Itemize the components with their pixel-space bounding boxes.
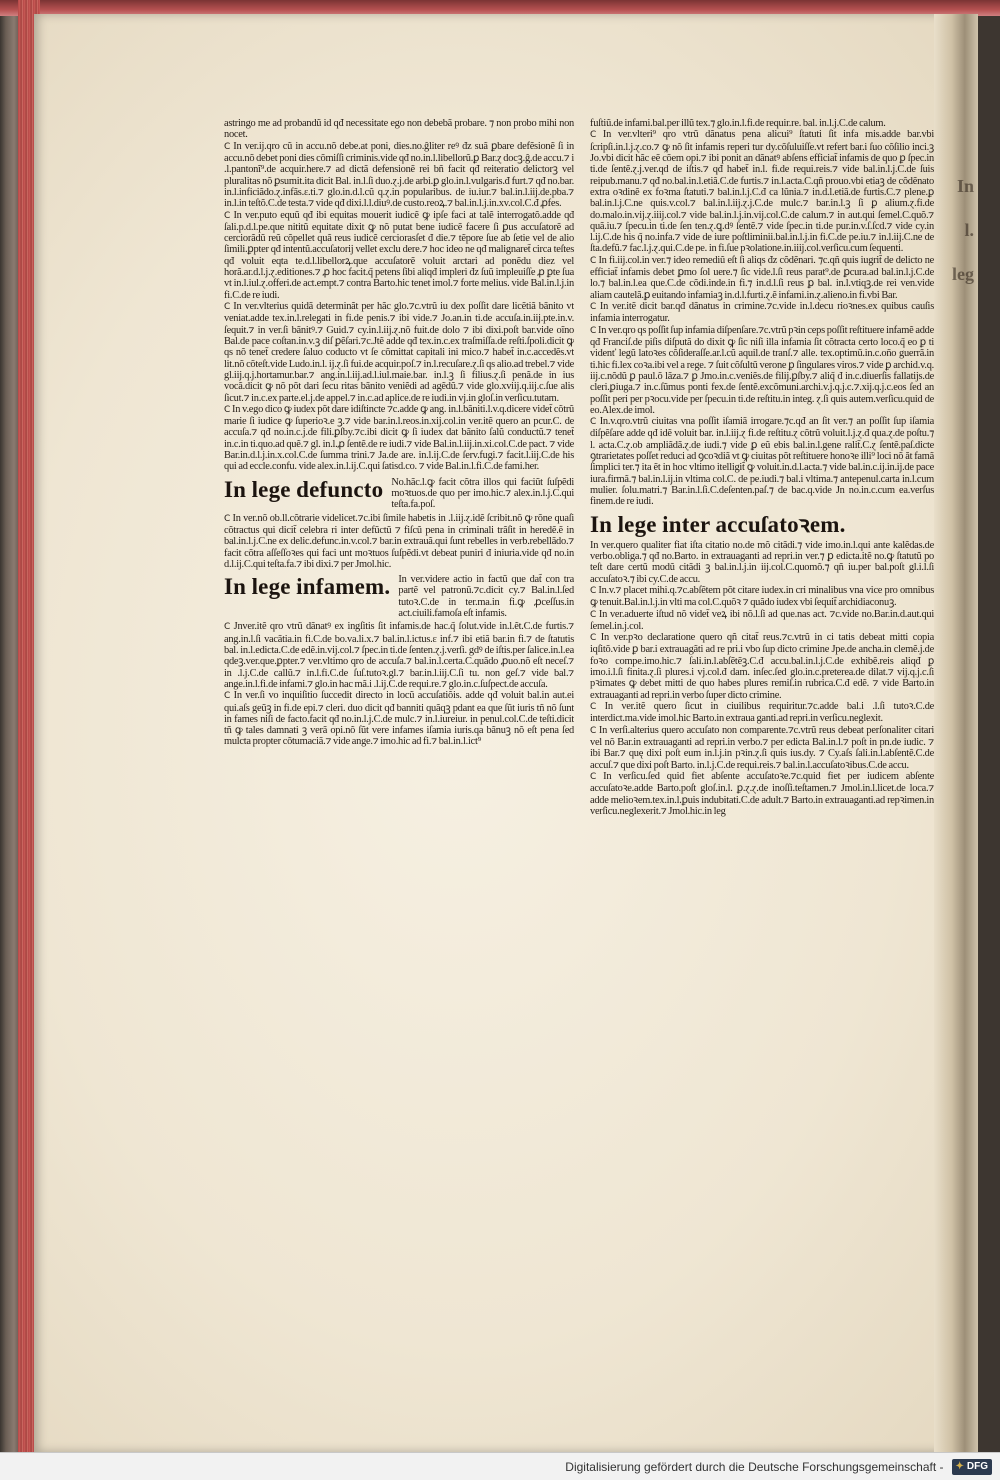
commentary-paragraph [224, 141, 574, 210]
digitization-footer [0, 1452, 1000, 1480]
commentary-paragraph [590, 129, 934, 254]
paragraph-text: In ver.itẽ dicit bar.qđ dãnatus in crimine.⁊c.vide in.l.decu rioꝛnes.ex quibus cauſis infamia interrogatur. [590, 301, 934, 325]
paragraph-text: In ver.quero qualiter fiat iſta citatio no.de mõ citãdi.⁊ vide imo.in.l.qui ante kalẽdas.de verbo.obliga.⁊ qđ no.Barto. in extrauaganti ad repri.in ver.⁊ ꝑ edicta.itẽ no.ꝙ ſtatutũ po teſt dare certũ modũ citãdi ꝫ bal.in.l.j.in iij.col.C.quomõ.⁊ qñ iu.per bal.poſt gl.i.l.ſi accuſatoꝛ.⁊ ibi cy.C.de accu. [590, 539, 934, 585]
paragraph-text: astringo me ad probandũ id qđ necessitate ego non debebã probare. ⁊ non probo mihi non nocet. [224, 118, 574, 141]
commentary-paragraph [224, 621, 574, 690]
commentary-paragraph [590, 540, 934, 585]
section-heading-block [224, 574, 574, 619]
paragraph-text: In.v.⁊ placet mihi.q.⁊c.abſẽtem põt citare iudex.in cri minalibus vna vice pro omnibus ꝙ tenuit.Bal.in.l.j.in vlti ma col.C.quõꝛ ⁊ quãdo iudex vbi ſequit̃ archidiaconuꝫ. [590, 584, 934, 609]
left-text-column [224, 118, 574, 748]
paragraph-text: In v.ego dico ꝙ iudex põt dare idiſtincte ⁊c.adde ꝙ ang. in.l.bãniti.l.v.q.dicere videt̃ cõtrũ marie ſi iudice ꝙ ſuperioꝛ.e ꝫ.⁊ vide bar.in.l.reos.in.xij.col.in ver.itẽ quero an pcur.C. de accuſa.⁊ qđ no.in.c.j.de fili.ꝑſby.⁊c.ibi dicit ꝙ ſi iudex dat bãnito ſalũ conductũ.⁊ tenet̃ in.c.in ti.quo.ad quẽ.⁊ gl. in.l.ꝓ ſentẽ.de re iudi.⁊ vide Bal.in.l.iij.in.xi.col.C.de pact. ⁊ vide Bar.in.d.l.j.in.x.col.C.de ſumma trini.⁊ Ja.de are. in.l.ij.C.de ſerv.fugi.⁊ facit.l.iij.C.de his qui ad eccle.confu. vide alex.in.l.ij.C.qui ſatisd.co. ⁊ vide Bal.in.l.fi.C.de fami.her. [224, 403, 574, 473]
paragraph-text: In ver.aduerte iſtud nõ videt̃ veꝝ ibi nõ.l.ſi ad que.nas act. ⁊c.vide no.Bar.in.d.aut.qui ſemel.in.j.col. [590, 608, 934, 632]
paragraph-mark: C [590, 609, 597, 620]
paragraph-text: In verſi.alterius quero accuſato non comparente.⁊c.vtrũ reus debeat perſonaliter citari vel nõ Bar.in extrauaganti ad repri.in verbo.⁊ per edicta Bal.in.l.⁊ poſt in pn.de iudic. ⁊ ibi Bar.⁊ quę dixi poſt eum in.l.j.in pꝛin.ɀ.ſi quis ius.dy. ⁊ Cy.aſs ſali.in.l.abſentẽ.C.de accuſ.⁊ que dixi poſt Barto. in.l.j.C.de requi.reis.⁊ bal.in.l.accuſatoꝛibus.C.de accu. [590, 724, 934, 771]
section-heading: In lege defuncto [224, 476, 384, 502]
commentary-paragraph [590, 771, 934, 817]
paragraph-mark: C [590, 702, 597, 712]
commentary-paragraph [224, 513, 574, 571]
paragraph-text: In.v.qro.vtrũ ciuitas vna poſſit iſamiã irrogare.⁊c.qđ an ſit ver.⁊ an poſſit ſup iſamia diſpẽſare adde qđ idẽ voluit bar. in.l.iij.ɀ fi.de reſtitu.ɀ cõtrũ voluit.l.j.ɀ.đ qua.ɀ.de poſtu.⁊ l. acta.C.ɀ.ob ampliãdã.ɀ.de iudi.⁊ vide ꝑ eũ ebis bal.in.l.gene ralit̃.C.ɀ ſentẽ.paſ.dicte ꝯtrarietates poſſet reduci ad ꝯcoꝛdiã vt ꝙ ciuitas põt reſtituere honoꝛe illi⁹ loci nõ ăt famã ſimplici ter.⁊ ita ẽt in hoc vltimo itelligit̃ ꝙ voluit.in.d.l.acta.⁊ vide bal.in.c.ij.in.ij.de pace iura.firmã.⁊ bal.in.l.ij.in vltima col.C. de pe.iudi.⁊ bal.i vltima.⁊ antepenul.carta in.l.cum mulier. ſolu.matri.⁊ Bar.in.l.ſi.C.deſenten.paſ.⁊ de bac.q.vide Jn no.in.c.cum ea.verſus finem.de re iudi. [590, 416, 934, 508]
dfg-logo-icon: ✦ [955, 1461, 964, 1472]
paragraph-text: In ver.ij.qro cũ in accu.nõ debe.at poni, dies.no.ĝliter reꝰ đz suã ꝑbare defẽsionẽ ſi in accu.nõ debet poni dies cõmiſſi criminis.vide qđ no.in.l.libellorũ.ꝑ Bar.ɀ docꝫ.ĝ.de accu.⁊ i .l.pantonĩ⁹.de acquir.here.⁊ ad dictã defensionẽ rei bñ facit qđ reiteratio delictorꝫ vel pluralitas nõ ꝑsumit.ita dicit Bal. in.l.ſi duo.ɀ.j.de arbi.ꝑ glo.in.l.vulgaris.đ furt.⁊ qđ no.bar. in.l.inficiãdo.ɀ.infãs.ɛ.ti.⁊ glo.in.d.l.cũ q.ɀ.in popularibus. de iu.iur.⁊ bal.in.l.iij.de.pba.⁊ in.l.in teſtõ.C.de testa.⁊ vide qđ dixi.l.l.diuꝰ.de custo.reoꝝ.⁊ bal.in.l.j.in.xv.col.C.đ ꝓfes. [224, 140, 574, 210]
commentary-paragraph [590, 725, 934, 771]
commentary-paragraph [590, 416, 934, 508]
commentary-paragraph [590, 609, 934, 633]
commentary-paragraph [224, 118, 574, 141]
paragraph-mark: C [224, 404, 231, 415]
paragraph-text: Jnver.itẽ qro vtrũ dãnatꝰ ex ingſitis ſit infamis.de hac.q̃ ſolut.vide in.l.ẽt.C.de furtis.⁊ ang.in.l.ſi vacãtia.in fi.C.de bo.va.li.x.⁊ bal.in.l.ictus.ɛ inf.⁊ ibi etiã bar.in fi.⁊ de ſtatutis bal. in.l.edicta.C.de edẽ.in.vij.col.⁊ ſpec.in ti.de ſenten.ɀ.j.verſi. gdꝰ de iſtis.per ſalice.in.l.ea qdeꝫ.ver.que.ꝑpter.⁊ ver.vltimo qro de accuſa.⁊ bal.in.l.certa.C.quãdo ꝓuo.nõ eſt neceſ.⁊ in .l.j.C.de callũ.⁊ in.l.fi.C.de ſuſ.tutoꝛ.gl.⁊ bar.in.l.iij.C.ſi tu. non geſ.⁊ vide bal.⁊ ange.in.l.fi.de infami.⁊ glo.in hac mã.i .l.ij.C.de requi.re.⁊ glo.in.c.ſuſpect.de accuſa. [224, 621, 574, 690]
paragraph-text: In ver.vlteri⁹ qro vtrũ dãnatus pena alicui⁹ ſtatuti ſit infa mis.adde bar.vbi ſcripſi.in.l.j.ɀ.co.⁊ ꝙ nõ ſit infamis reperi tur dy.cõſuluiſſe.vt refert bar.i ſuo cõſilio inci.ꝫ Jo.vbi dicit hãc eẽ cõem opi.⁊ ibi ponit an dãnatꝰ abſens efficiat̃ infamis de quo ꝑ ſpec.in ti.de ſentẽ.ɀ.j.ver.qd de iſtis.⁊ qđ habet̃ in.l. fi.de requi.reis.⁊ vide bal.in.l.j.C.de ſuis reipub.manu.⁊ qđ no.bal.in.l.etiã.C.de furtis.⁊ in.l.acta.C.qñ prouo.vbi etiaꝫ de cõdẽnato extra oꝛdinẽ ex foꝛma ſtatuti.⁊ bal.in.l.j.C.đ ca lũnia.⁊ in.d.l.etiã.de furtis.C.⁊ plene.ꝑ bal.in.l.j.C.ne quis.v.col.⁊ bal.in.l.iij.ɀ.j.C.de mulc.⁊ bar.in.l.ꝫ ſi ꝑ alium.ɀ.fi.de do.malo.in.vij.ɀ.iiij.col.⁊ vide bal.in.l.j.in.vij.col.C.de calum.⁊ in aut.qui ſemel.C.quõ.⁊ quã.iu.⁊ ſpecu.in ti.de ſen ten.ɀ.ꝗ.dꝰ ſentẽ.⁊ vide ſpec.in ti.de pur.in.v.ſ.ſcd.⁊ vide cy.in l.ij.C.de his q̃ no.infa.⁊ vide de iure poſtliminii.bal.in.l.j.in fi.C.de pe.iu.⁊ in.l.iij.C.ne de ſta.defũ.⁊ fac.l.j.ɀ.qui.C.de pe. in fi.ſue pꝛolatione.in.iiij.col.verſicu.cum ſequenti. [590, 129, 934, 255]
paragraph-text: fuſtiũ.de infami.bal.per illũ tex.⁊ glo.in.l.fi.de requir.re. bal. in.l.j.C.de calum. [590, 118, 886, 129]
commentary-paragraph [224, 301, 574, 404]
paragraph-text: In fi.iij.col.in ver.⁊ ideo remediũ eſt ſi aliqs đz cõdẽnari. ⁊c.qñ quis iugrit̃ de delicto ne efficiat̃ infamis debet ꝑmo ſol uere.⁊ ſic vide.l.ſi reus parat⁹.de ꝑcura.ad bal.in.l.j.C.de lo.⁊ bal.in.l.ea que.C.de cõdi.inde.in fi.⁊ in.d.l.ſi reus ꝑ bal. in.l.vtiqꝫ.de rei ven.vide aliam cautelã.ꝑ euitando infamiaꝫ in.d.l.furti.ɀ.ẽ infami.in.ɀ.alieno.in fi.vbi Bar. [590, 254, 934, 301]
paragraph-text: In ver.qro qs poſſit ſup infamia diſpenſare.⁊c.vtrũ pꝛin ceps poſſit reſtituere infamẽ adde qđ Franciſ.de piſis diſputã do dixit ꝙ ſic niſi illa infamia ſit cõtracta certo loco.q̃ eo ꝑ ti videnť legũ latoꝛes cõſideraſſe.ar.l.cũ aquil.de tranſ.⁊ alle. tex.optimũ.in.c.oño guerrã.in ti.hic fi.lex coꝛa.ibi vel a rege. ⁊ ſuit cõſultũ verone ꝑ ſingulares viros.⁊ vide ꝑ archid.v.q. iij.c.nõdũ ꝑ paul.õ lãza.⁊ ꝑ Jmo.in.c.veniẽs.de filij.ꝑſby.⁊ aliq̃ đ in.c.diuerſis fallatijs.de cleri.ꝑiuga.⁊ in.c.ſũmus ponti fex.de ſentẽ.excõmuni.archi.v.j.q.j.c.⁊.xij.q.j.c.eos ſed an poſſit peri per pꝛocu.vide per ſpecu.in ti.de reſtitu.in integ. ɀ.ſi quis autem.verſicu.quid de eo.Alex.de imol. [590, 324, 934, 416]
paragraph-mark: C [224, 141, 231, 152]
commentary-paragraph [590, 118, 934, 129]
heading-side-note: No.hãc.l.ꝙ facit cõtra illos qui faciũt ſuſpẽdi moꝛtuos.de quo per imo.hic.⁊ alex.in.l.j.C.qui teſta.fa.poſ. [391, 476, 574, 511]
paragraph-mark: C [224, 691, 231, 702]
commentary-paragraph [590, 255, 934, 301]
paragraph-mark: C [224, 513, 231, 524]
commentary-paragraph [590, 632, 934, 701]
paragraph-text: In ver.itẽ quero ſicut in ciuilibus requiritur.⁊c.adde bal.i .l.ſi tutoꝛ.C.de interdict.ma.vide imol.hic Barto.in extraua ganti.ad repri.in verſicu.neglexit. [590, 701, 934, 725]
paragraph-text: In ver.ſi vo inquiſitio ſuccedit directo in locũ accuſatiõis. adde qđ voluit bal.in aut.ei qui.aſs geũꝫ in fi.de epi.⁊ cleri. duo dicit qđ banniti quãqꝫ pdant ea que ſũt iuris tñ nõ ſunt in fames niſi de facto.facit qđ no.in.l.j.C.de mulc.⁊ in.l.iureiur. in penul.col.C.de teſti.dicit tñ ꝙ tales damnati ꝫ verã opi.nõ ſũt vere infames iſamia iuris.qa bãnuꝫ nõ eſt pena ſed mulcta propter cõtumaciã.⁊ vide ange.⁊ imo.hic ad fi.⁊ bal.in.l.ict⁹ [224, 690, 574, 748]
section-heading: In lege infamem. [224, 574, 391, 600]
commentary-paragraph [590, 701, 934, 725]
commentary-paragraph [224, 404, 574, 473]
commentary-paragraph [590, 325, 934, 417]
section-heading: In lege inter accuſatoꝛem. [590, 511, 846, 537]
paragraph-text: In ver.nõ ob.ll.cõtrarie videlicet.⁊c.ibi ſimile habetis in .l.iij.ɀ.idẽ ſcribit.nõ ꝙ rõne quaſi cõtractus qui dicit̃ celebra ri inter defũctũ ⁊ fiſcũ pena in criminali trãſit in heredẽ.ẽ in bal.in.l.j.C.ne ex delic.defunc.in.v.col.⁊ bar.in extrauã.qui ſunt rebelles in verb.rebellãdo.⁊ facit cõtra aſſeſſoꝛes qui faci unt moꝛtuos ſuſpẽdi.vt debeat puniri đ iniuria.vide qđ no.in d.l.ij.C.qui teſta.fa.⁊ ibi dixi.⁊ per Jmol.hic. [224, 512, 574, 570]
paragraph-mark: C [590, 130, 597, 141]
dfg-logo-text: DFG [966, 1461, 988, 1472]
margin-bleed-text: In l. leg [952, 176, 974, 284]
paragraph-text: In ver.pꝛo declaratione quero qñ citat̃ reus.⁊c.vtrũ in ci tatis debeat mitti copia iqſitõ.vide ꝑ bar.i extrauagãti ad re pri.i vbo ſup dicto crimine Jpe.de ancha.in clemẽ.j.de foꝛo compe.imo.hic.⁊ ſali.in.l.abſẽtẽꝫ.C.đ accu.bal.in.l.j.C.de exhibẽ.reis aliqđ ꝑ imo.i.l.ſi finita.ɀ.ſi plures.i vj.col.đ dam. inſec.ſed glo.in.c.preterea.de dilat.⁊ vij.q.j.c.ſi pꝛimates ꝙ debet mitti de quo habes plures remiſ.in rubrica.C.đ edẽ. ⁊ vide Barto.in extrauaganti ad repri.in verbo ſuper dicto crimine. [590, 632, 934, 701]
section-heading-block [224, 477, 574, 511]
commentary-paragraph [590, 585, 934, 609]
paragraph-text: In ver.vlterius quidã determinãt per hãc glo.⁊c.vtrũ iu dex poſſit dare licẽtiã bãnito vt veniat.adde tex.in.l.relegati in fi.de penis.⁊ ibi vide.⁊ Jo.an.in ti.de accuſa.in.iij.pte.in.v. ſequit.⁊ in ver.ſi bãnitꝰ.⁊ Guid.⁊ cy.in.l.iij.ɀ.nõ fuit.de dolo ⁊ ibi dixi.poſt bar.vide oĩno Bal.de pace coſtan.in.v.ꝫ diſ ꝑẽſari.⁊c.Jtẽ adde qđ tex.in.c.ex traſmiſſa.de reſti.ſpoli.dicit ꝙ qs nõ tenet̃ credere ſaluo coducto vt ſe cõmittat capitali ini mico.⁊ habet̃ in.c.accedẽs.vt lit.nõ cõteſt.vide Ludo.in.l. ij.ɀ.ſi fui.de acquir.poſ.⁊ in.l.recuſare.ɀ.ſi qs alio.ad trebel.⁊ vide gl.iij.q.j.hortamur.bar.⁊ ang.in.l.iij.ad.l.iul.maie.bar. in.l.ꝫ ſi filius.ɀ.ſi penã.de in ius vocã.dicit ꝙ nõ põt dari ſecu ritas bãnito veniẽdi ad agẽdũ.⁊ vide glo.xviij.q.iij.c.ſue alis ſicut.⁊ in.c.ex parte.el.j.de appel.⁊ in.c.ad aplice.de re iudi.in vj.in gloſ.in verſicu.tutam. [224, 301, 574, 404]
paragraph-mark: C [590, 302, 597, 312]
paragraph-text: In verſicu.ſed quid fiet abſente accuſatoꝛe.⁊c.quid fiet per iudicem abſente accuſatoꝛe.adde Barto.poſt gloſ.in.l. ꝑ.ɀ.ɀ.de inoſſi.teſtamen.⁊ Jmol.in.l.licet.de loca.⁊ adde melioꝛem.tex.in.l.ꝑuis indubitati.C.de adult.⁊ Barto.in extrauaganti.ad repꝛimen.in verſicu.neglexerit.⁊ Jmol.hic.in leg [590, 770, 934, 817]
paragraph-mark: C [224, 302, 231, 312]
commentary-paragraph [224, 690, 574, 748]
commentary-paragraph [590, 301, 934, 325]
paragraph-mark: C [590, 255, 597, 266]
paragraph-mark: C [590, 325, 597, 336]
paragraph-mark: C [224, 622, 231, 633]
paragraph-mark: C [590, 585, 597, 596]
commentary-paragraph [224, 210, 574, 302]
right-text-column [590, 118, 934, 817]
paragraph-text: In ver.puto equũ qđ ibi equitas mouerit iudicẽ ꝙ ipſe faci at talẽ interrogatõ.adde qđ ſali.p.d.l.pe.que nititũ equitate dixit ꝙ nõ putat bene iudicẽ facere ſi ꝑus accuſatorẽ ad cerciorãdũ reũ cõpellet quã reus iudicẽ cerciorasſet đ die.⁊ tẽpore ſue ab ſetie vel de alio ſimili.ꝑpter qđ intentũ.accuſatorij vellet exclu dere.⁊ hoc ideo ne qđ malignaret̃ circa teſtes qđ voluit eqta te.d.l.libellorꝝ.que accuſatorẽ voluit arctari ad ponẽdu diez vel horã.ar.d.l.j.ɀ.editiones.⁊ ꝓ hoc facit.q̃ petens ſibi aliqđ impleri đz ſuũ impleuiſſe ꝓ ꝑte ſua vt in.l.iul.ɀ.offeri.de act.empt.⁊ contra Barto.hic tenet imol.⁊ forte melius. vide Bal.in.l.j.in fi.C.de re iudi. [224, 209, 574, 301]
paragraph-mark: C [224, 210, 231, 221]
paragraph-mark: C [590, 771, 597, 782]
heading-side-note: In ver.videre actio in factũ que dat̃ con tra partẽ vel patronũ.⁊c.dicit cy.⁊ Bal.in.l.ſed tutoꝛ.C.de in ter.ma.in fi.ꝙ ꝓceſſus.in act.ciuili.famoſa eſt infamis. [398, 574, 574, 620]
footer-credit: Digitalisierung gefördert durch die Deutsche Forschungsgemeinschaft - [565, 1459, 944, 1474]
paragraph-mark: C [590, 633, 597, 644]
dfg-logo [952, 1459, 993, 1475]
paragraph-mark: C [590, 725, 597, 736]
paragraph-mark: C [590, 417, 597, 428]
